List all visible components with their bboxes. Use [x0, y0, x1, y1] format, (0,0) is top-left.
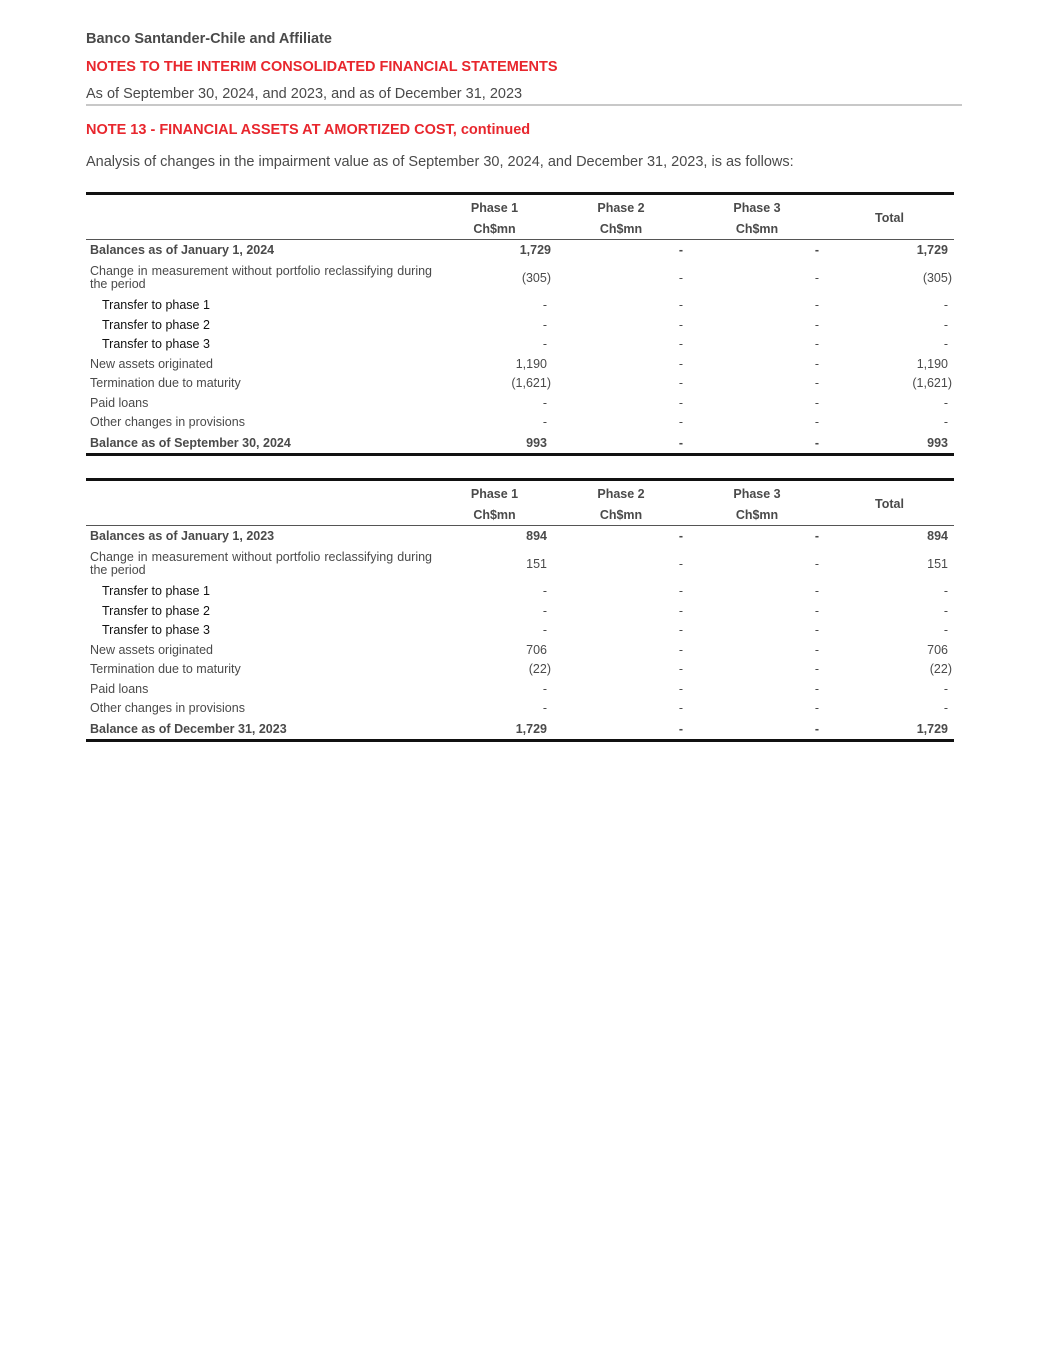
row-label: Change in measurement without portfolio reclassifying during the period: [90, 549, 432, 577]
phase1-value: -: [542, 337, 547, 352]
phase3-value: -: [814, 701, 819, 716]
unit-blank: [86, 505, 436, 526]
phase1-value: -: [542, 584, 547, 599]
table-row: [86, 718, 954, 741]
row-label: Transfer to phase 1: [102, 584, 210, 599]
intro-paragraph: Analysis of changes in the impairment value as of September 30, 2024, and December 31, 2023, is as follows:: [86, 154, 794, 170]
table-row: [86, 413, 954, 433]
total-value: 1,190: [916, 356, 948, 371]
header-phase1: Phase 1: [436, 480, 553, 506]
row-label: Termination due to maturity: [90, 662, 241, 677]
phase3-value: -: [814, 376, 819, 391]
phase3-value: -: [814, 681, 819, 696]
header-row: [86, 480, 954, 506]
table-row: [86, 260, 954, 296]
header-total: Total: [825, 480, 954, 526]
phase2-value: -: [678, 356, 683, 371]
table-row: [86, 640, 954, 660]
row-label: Balance as of September 30, 2024: [86, 432, 436, 455]
phase3-value: -: [689, 432, 825, 455]
phase1-value: -: [542, 603, 547, 618]
phase1-value: -: [542, 298, 547, 313]
impairment-table-2024: [86, 192, 954, 456]
row-label: Balances as of January 1, 2024: [90, 242, 275, 257]
total-value: (22): [929, 662, 952, 677]
row-label: Change in measurement without portfolio reclassifying during the period: [90, 263, 432, 291]
phase1-value: -: [542, 317, 547, 332]
total-value: -: [943, 584, 948, 599]
phase2-value: -: [678, 270, 683, 285]
table-row: [86, 296, 954, 316]
unit-phase2: Ch$mn: [553, 505, 689, 526]
phase2-value: -: [678, 395, 683, 410]
phase2-value: -: [678, 415, 683, 430]
phase2-value: -: [678, 662, 683, 677]
phase1-value: -: [542, 681, 547, 696]
phase3-value: -: [814, 603, 819, 618]
phase3-value: -: [814, 623, 819, 638]
table-row: [86, 240, 954, 260]
table-row: [86, 526, 954, 546]
phase3-value: -: [814, 242, 819, 257]
phase1-value: 894: [526, 528, 547, 543]
row-label: Transfer to phase 1: [102, 298, 210, 313]
total-value: -: [943, 337, 948, 352]
phase2-value: -: [678, 317, 683, 332]
header-total: Total: [825, 194, 954, 240]
unit-phase3: Ch$mn: [689, 219, 825, 240]
table-row: [86, 315, 954, 335]
table-row: [86, 546, 954, 582]
phase3-value: -: [814, 270, 819, 285]
table-row: [86, 335, 954, 355]
table-row: [86, 660, 954, 680]
phase2-value: -: [678, 298, 683, 313]
table-row: [86, 621, 954, 641]
total-value: 993: [825, 432, 954, 455]
phase3-value: -: [814, 662, 819, 677]
header-phase2: Phase 2: [553, 480, 689, 506]
row-label: Other changes in provisions: [90, 701, 245, 716]
phase2-value: -: [678, 528, 683, 543]
header-phase3: Phase 3: [689, 194, 825, 220]
total-value: 894: [927, 528, 948, 543]
phase1-value: (305): [521, 270, 551, 285]
row-label: Transfer to phase 3: [102, 337, 210, 352]
phase2-value: -: [678, 603, 683, 618]
phase3-value: -: [814, 415, 819, 430]
row-label: New assets originated: [90, 642, 213, 657]
unit-phase2: Ch$mn: [553, 219, 689, 240]
phase2-value: -: [553, 432, 689, 455]
phase3-value: -: [814, 298, 819, 313]
total-value: 1,729: [825, 718, 954, 741]
row-label: Transfer to phase 2: [102, 317, 210, 332]
total-value: -: [943, 701, 948, 716]
total-value: -: [943, 395, 948, 410]
total-value: -: [943, 415, 948, 430]
table-row: [86, 393, 954, 413]
total-value: 706: [927, 642, 948, 657]
phase2-value: -: [678, 376, 683, 391]
phase2-value: -: [678, 701, 683, 716]
unit-row: [86, 505, 954, 526]
table-row: [86, 432, 954, 455]
unit-blank: [86, 219, 436, 240]
total-value: (305): [922, 270, 952, 285]
phase1-value: -: [542, 701, 547, 716]
row-label: Transfer to phase 2: [102, 603, 210, 618]
phase1-value: (22): [528, 662, 551, 677]
phase3-value: -: [814, 337, 819, 352]
date-line: As of September 30, 2024, and 2023, and as of December 31, 2023: [86, 86, 523, 102]
table-row: [86, 699, 954, 719]
header-divider: [86, 104, 962, 106]
phase3-value: -: [814, 395, 819, 410]
total-value: -: [943, 623, 948, 638]
phase2-value: -: [553, 718, 689, 741]
phase1-value: 151: [526, 556, 547, 571]
phase1-value: -: [542, 623, 547, 638]
note-title: NOTE 13 - FINANCIAL ASSETS AT AMORTIZED COST, continued: [86, 122, 531, 138]
unit-phase3: Ch$mn: [689, 505, 825, 526]
table-row: [86, 679, 954, 699]
phase1-value: -: [542, 415, 547, 430]
phase1-value: (1,621): [511, 376, 551, 391]
unit-row: [86, 219, 954, 240]
row-label: New assets originated: [90, 356, 213, 371]
header-phase3: Phase 3: [689, 480, 825, 506]
phase3-value: -: [814, 528, 819, 543]
notes-heading: NOTES TO THE INTERIM CONSOLIDATED FINANCIAL STATEMENTS: [86, 59, 558, 75]
phase2-value: -: [678, 337, 683, 352]
header-row: [86, 194, 954, 220]
total-value: -: [943, 603, 948, 618]
phase2-value: -: [678, 623, 683, 638]
total-value: 1,729: [916, 242, 948, 257]
phase1-value: 993: [436, 432, 553, 455]
phase1-value: 1,190: [515, 356, 547, 371]
phase1-value: 706: [526, 642, 547, 657]
total-value: (1,621): [912, 376, 952, 391]
phase3-value: -: [814, 317, 819, 332]
impairment-table-2023: [86, 478, 954, 742]
table-row: [86, 582, 954, 602]
phase1-value: 1,729: [519, 242, 551, 257]
header-phase1: Phase 1: [436, 194, 553, 220]
header-phase2: Phase 2: [553, 194, 689, 220]
total-value: 151: [927, 556, 948, 571]
phase3-value: -: [814, 584, 819, 599]
phase1-value: 1,729: [436, 718, 553, 741]
phase2-value: -: [678, 556, 683, 571]
phase2-value: -: [678, 642, 683, 657]
row-label: Other changes in provisions: [90, 415, 245, 430]
table-row: [86, 374, 954, 394]
row-label: Balances as of January 1, 2023: [90, 528, 275, 543]
phase1-value: -: [542, 395, 547, 410]
header-blank: [86, 480, 436, 506]
unit-phase1: Ch$mn: [436, 505, 553, 526]
phase2-value: -: [678, 681, 683, 696]
row-label: Balance as of December 31, 2023: [86, 718, 436, 741]
table-row: [86, 601, 954, 621]
header-blank: [86, 194, 436, 220]
total-value: -: [943, 681, 948, 696]
unit-phase1: Ch$mn: [436, 219, 553, 240]
total-value: -: [943, 317, 948, 332]
company-name: Banco Santander-Chile and Affiliate: [86, 31, 332, 47]
phase3-value: -: [814, 556, 819, 571]
phase2-value: -: [678, 242, 683, 257]
row-label: Transfer to phase 3: [102, 623, 210, 638]
row-label: Paid loans: [90, 681, 149, 696]
phase3-value: -: [814, 356, 819, 371]
phase2-value: -: [678, 584, 683, 599]
row-label: Termination due to maturity: [90, 376, 241, 391]
table-row: [86, 354, 954, 374]
phase3-value: -: [689, 718, 825, 741]
phase3-value: -: [814, 642, 819, 657]
total-value: -: [943, 298, 948, 313]
row-label: Paid loans: [90, 395, 149, 410]
